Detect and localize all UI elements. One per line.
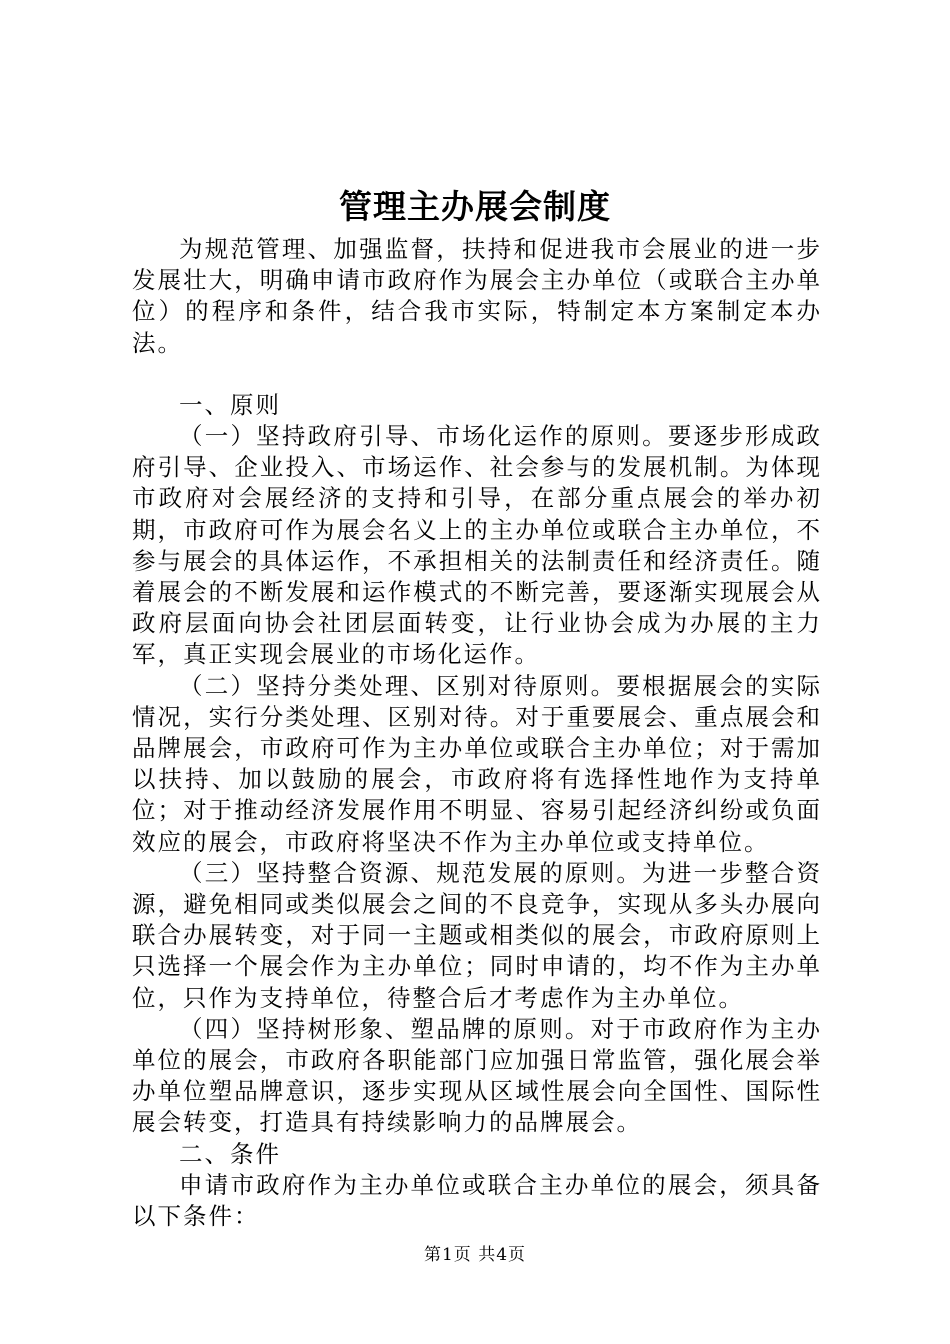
principle-paragraph-3: （三）坚持整合资源、规范发展的原则。为进一步整合资源，避免相同或类似展会之间的不良竞争，实现从多头办展向联合办展转变，对于同一主题或相类似的展会，市政府原则上只选择一个展会作为主办单位；同时申请的，均不作为主办单位，只作为支持单位，待整合后才考虑作为主办单位。 — [132, 858, 822, 1012]
principle-paragraph-2: （二）坚持分类处理、区别对待原则。要根据展会的实际情况，实行分类处理、区别对待。对于重要展会、重点展会和品牌展会，市政府可作为主办单位或联合主办单位；对于需加以扶持、加以鼓励的展会，市政府将有选择性地作为支持单位；对于推动经济发展作用不明显、容易引起经济纠纷或负面效应的展会，市政府将坚决不作为主办单位或支持单位。 — [132, 671, 822, 856]
section-heading-principles: 一、原则 — [179, 390, 281, 419]
intro-paragraph: 为规范管理、加强监督，扶持和促进我市会展业的进一步发展壮大，明确申请市政府作为展会主办单位（或联合主办单位）的程序和条件，结合我市实际，特制定本方案制定本办法。 — [132, 235, 822, 357]
page-title: 管理主办展会制度 — [339, 187, 611, 226]
page-number: 第1页 共4页 — [423, 1245, 527, 1265]
principle-paragraph-1: （一）坚持政府引导、市场化运作的原则。要逐步形成政府引导、企业投入、市场运作、社会参与的发展机制。为体现市政府对会展经济的支持和引导，在部分重点展会的举办初期，市政府可作为展会名义上的主办单位或联合主办单位，不参与展会的具体运作，不承担相关的法制责任和经济责任。随着展会的不断发展和运作模式的不断完善，要逐渐实现展会从政府层面向协会社团层面转变，让行业协会成为办展的主力军，真正实现会展业的市场化运作。 — [132, 422, 822, 669]
conditions-intro-paragraph: 申请市政府作为主办单位或联合主办单位的展会，须具备以下条件： — [132, 1170, 822, 1231]
section-heading-conditions: 二、条件 — [179, 1139, 281, 1168]
document-body — [132, 234, 822, 1232]
principle-paragraph-4: （四）坚持树形象、塑品牌的原则。对于市政府作为主办单位的展会，市政府各职能部门应加强日常监管，强化展会举办单位塑品牌意识，逐步实现从区域性展会向全国性、国际性展会转变，打造具有持续影响力的品牌展会。 — [132, 1014, 822, 1137]
